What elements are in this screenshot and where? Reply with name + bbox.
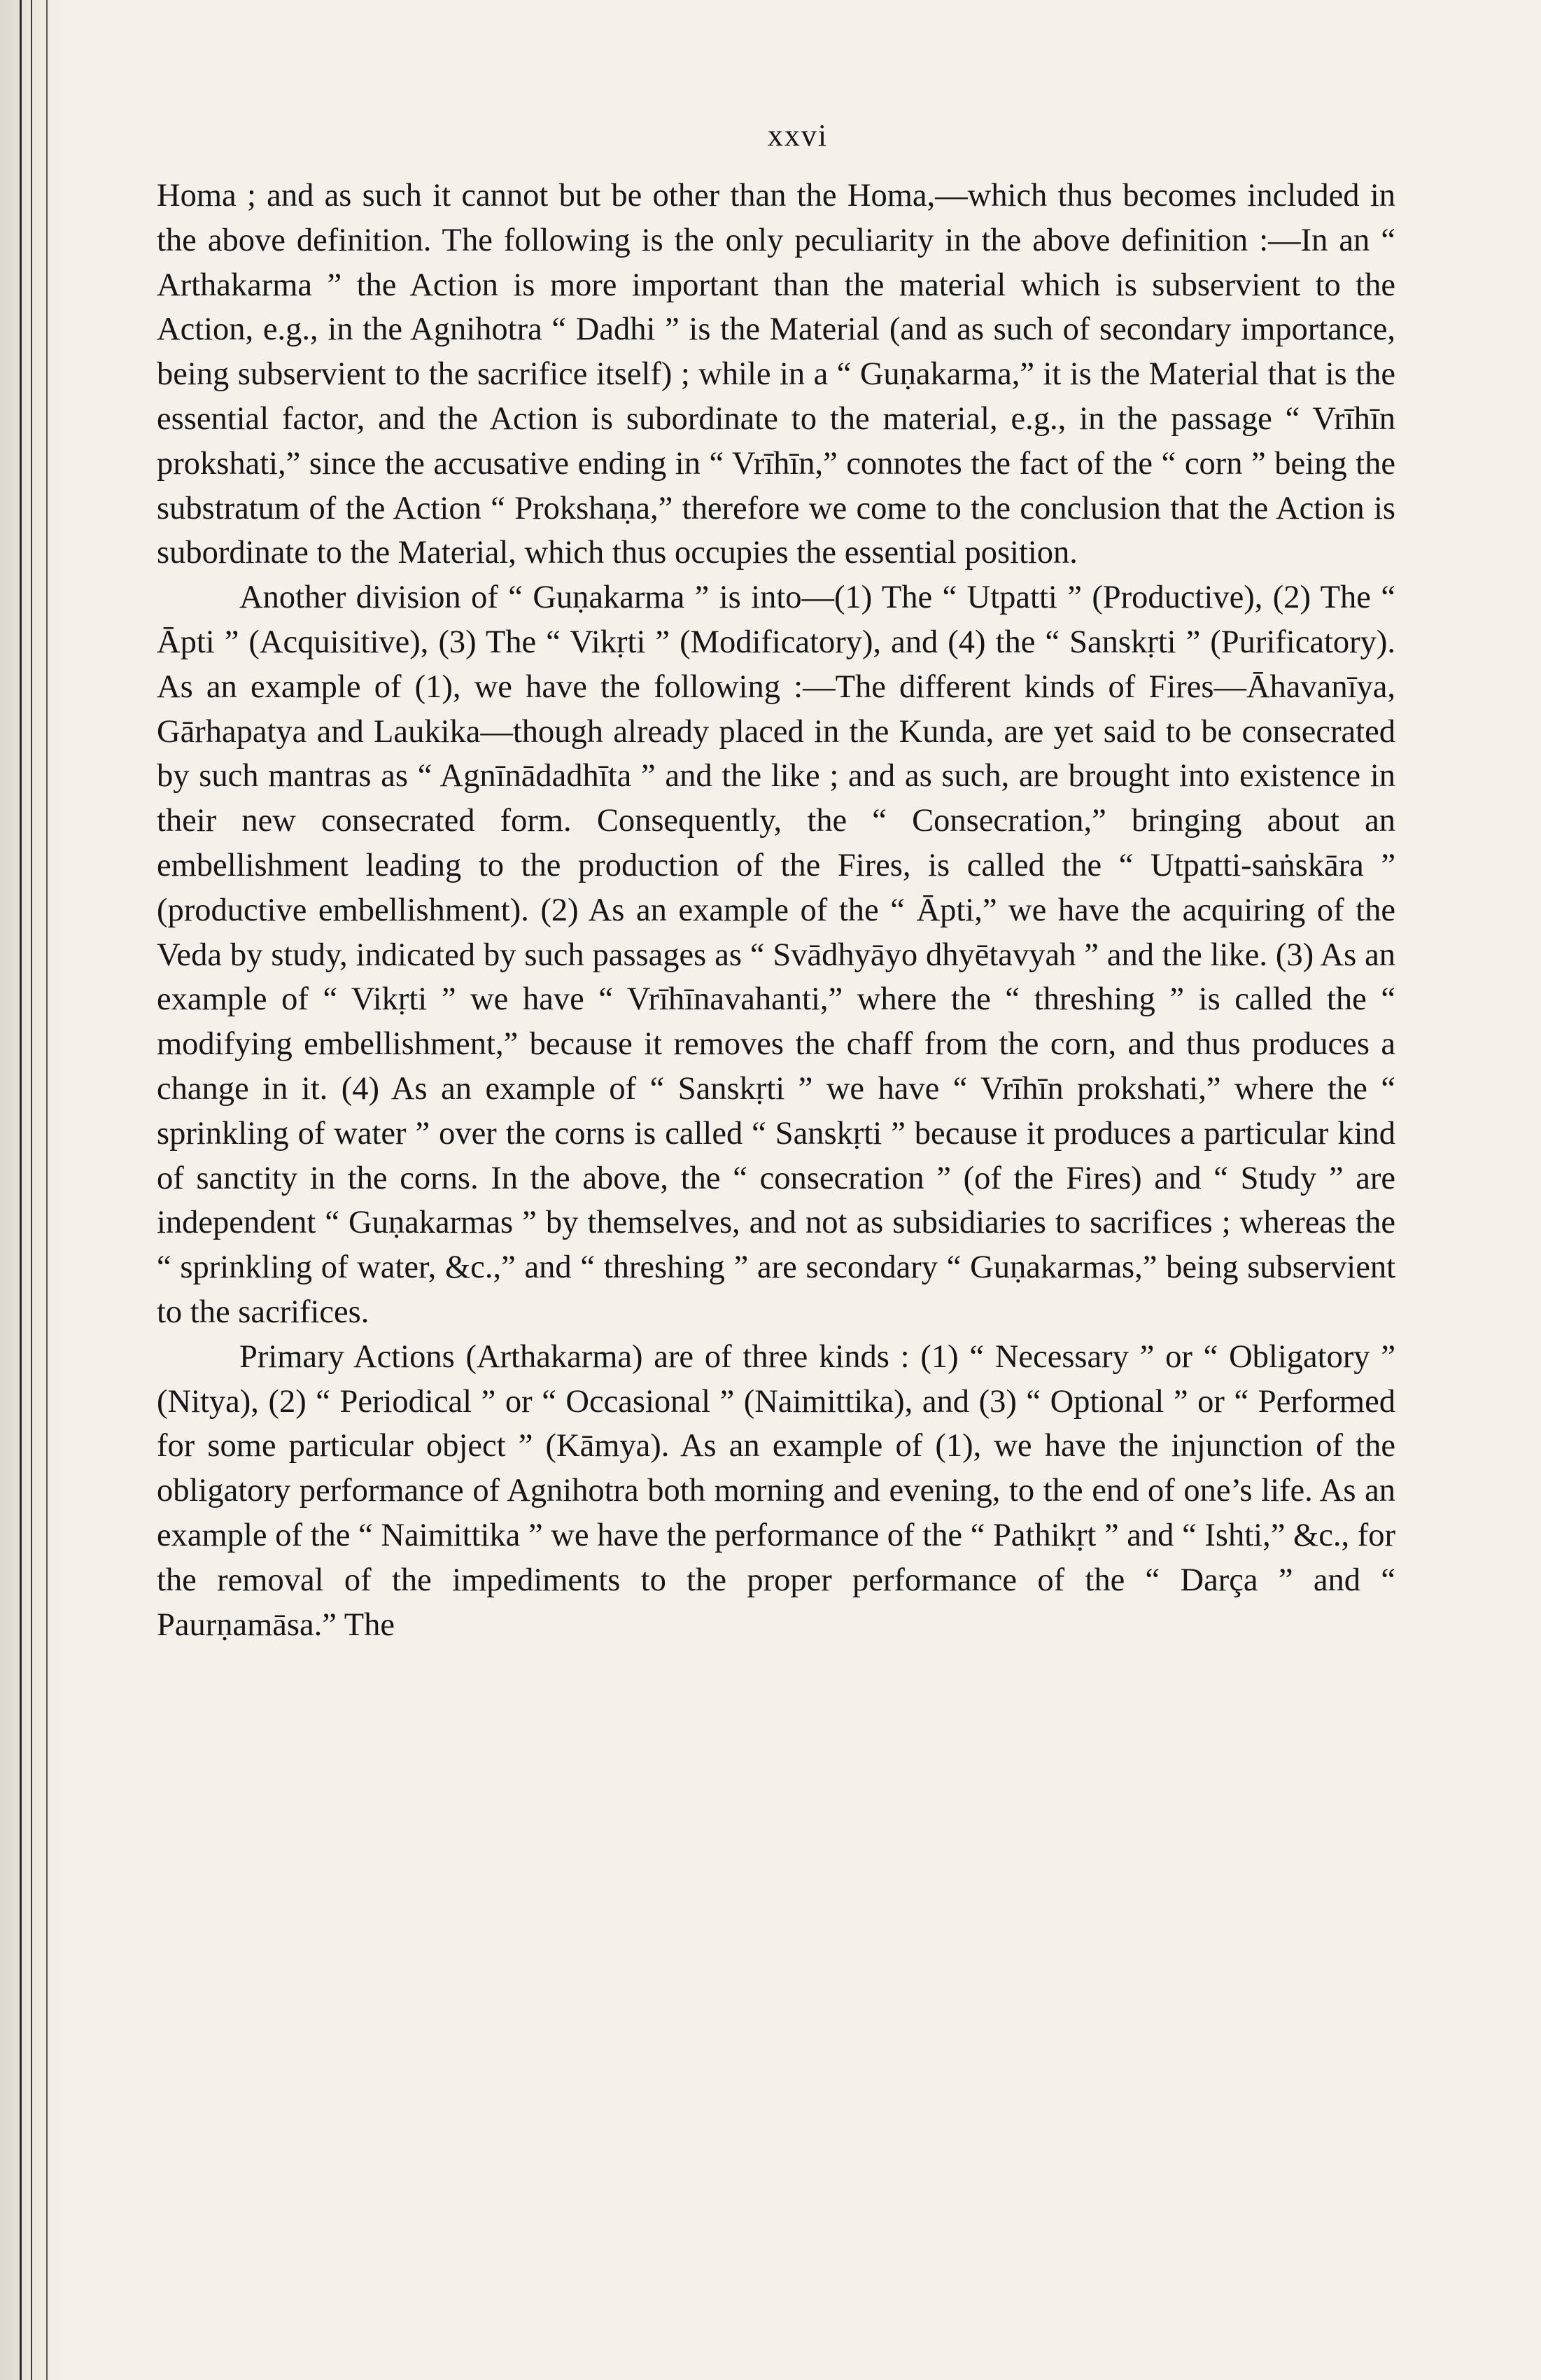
binding-line bbox=[20, 0, 22, 2380]
page-body bbox=[157, 174, 1395, 1647]
page-number: xxvi bbox=[767, 118, 829, 153]
binding-line bbox=[46, 0, 48, 2380]
binding-line bbox=[31, 0, 32, 2380]
paragraph: Primary Actions (Arthakarma) are of three kinds : (1) “ Necessary ” or “ Obligatory ” (Nitya), (2) “ Periodical ” or “ Occasional ” (Naimittika), and (3) “ Optional ” or “ Performed for some particular object ” (Kāmya). As an example of (1), we have the injunction of the obligatory performance of Agnihotra both morning and evening, to the end of one’s life. As an example of the “ Naimittika ” we have the performance of the “ Pathikṛt ” and “ Ishti,” &c., for the removal of the impediments to the proper performance of the “ Darça ” and “ Paurṇamāsa.” The bbox=[157, 1338, 1395, 1643]
binding-edge bbox=[0, 0, 64, 2380]
paragraph: Another division of “ Guṇakarma ” is into—(1) The “ Utpatti ” (Productive), (2) The “ Āpti ” (Acquisitive), (3) The “ Vikṛti ” (Modificatory), and (4) the “ Sanskṛti ” (Purificatory). As an example of (1), we have the following :—The different kinds of Fires—Āhavanīya, Gārhapatya and Laukika—though already placed in the Kunda, are yet said to be consecrated by such mantras as “ Agnīnādadhīta ” and the like ; and as such, are brought into existence in their new consecrated form. Consequently, the “ Consecration,” bringing about an embellishment leading to the production of the Fires, is called the “ Utpatti-saṅskāra ” (productive embellishment). (2) As an example of the “ Āpti,” we have the acquiring of the Veda by study, indicated by such passages as “ Svādhyāyo dhyētavyah ” and the like. (3) As an example of “ Vikṛti ” we have “ Vrīhīnavahanti,” where the “ threshing ” is called the “ modifying embellishment,” because it removes the chaff from the corn, and thus produces a change in it. (4) As an example of “ Sanskṛti ” we have “ Vrīhīn prokshati,” where the “ sprinkling of water ” over the corns is called “ Sanskṛti ” because it produces a particular kind of sanctity in the corns. In the above, the “ consecration ” (of the Fires) and “ Study ” are independent “ Guṇakarmas ” by themselves, and not as subsidiaries to sacrifices ; whereas the “ sprinkling of water, &c.,” and “ threshing ” are secondary “ Guṇakarmas,” being subservient to the sacrifices. bbox=[157, 580, 1395, 1330]
paragraph: Homa ; and as such it cannot but be other than the Homa,—which thus becomes included in the above definition. The following is the only peculiarity in the above definition :—In an “ Arthakarma ” the Action is more important than the material which is subservient to the Action, e.g., in the Agnihotra “ Dadhi ” is the Material (and as such of secondary importance, being subservient to the sacrifice itself) ; while in a “ Guṇakarma,” it is the Material that is the essential factor, and the Action is subordinate to the material, e.g., in the passage “ Vrīhīn prokshati,” since the accusative ending in “ Vrīhīn,” connotes the fact of the “ corn ” being the substratum of the Action “ Prokshaṇa,” therefore we come to the conclusion that the Action is subordinate to the Material, which thus occupies the essential position. bbox=[157, 178, 1395, 571]
